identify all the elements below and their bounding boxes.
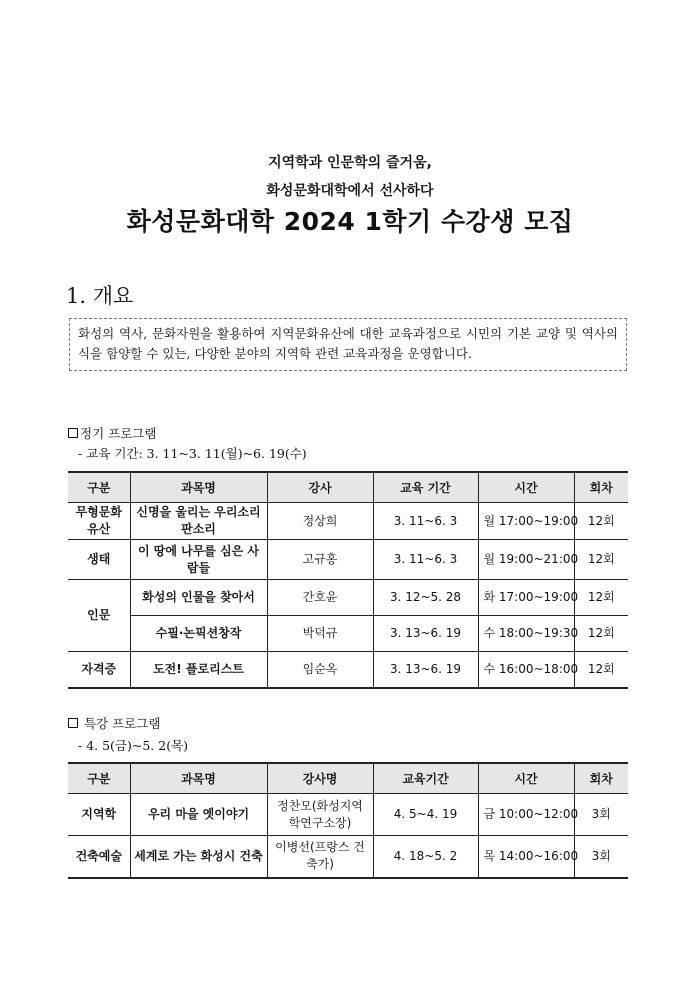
- cell-sessions: 3회: [574, 836, 628, 878]
- col-header-period: 교육기간: [373, 763, 478, 794]
- section-heading-overview: 1. 개요: [66, 284, 134, 308]
- table-row: [68, 580, 628, 616]
- col-header-subject: 과목명: [130, 472, 267, 503]
- cell-period: 3. 11~6. 3: [373, 503, 478, 540]
- table-row: [68, 836, 628, 878]
- cell-subject: 수필·논픽션창작: [130, 616, 267, 652]
- cell-instructor: 정찬모(화성지역 학연구소장): [267, 794, 373, 836]
- col-header-category: 구분: [68, 472, 130, 503]
- cell-category: 무형문화 유산: [68, 503, 130, 540]
- col-header-time: 시간: [478, 763, 574, 794]
- cell-period: 3. 11~6. 3: [373, 540, 478, 580]
- cell-time: 수 18:00~19:30: [478, 616, 574, 652]
- cell-category: 생태: [68, 540, 130, 580]
- cell-subject: 화성의 인물을 찾아서: [130, 580, 267, 616]
- cell-category: 인문: [68, 580, 130, 652]
- cell-time: 금 10:00~12:00: [478, 794, 574, 836]
- table-header-row: [68, 763, 628, 794]
- cell-period: 3. 12~5. 28: [373, 580, 478, 616]
- subtitle-line-1: 지역학과 인문학의 즐거움,: [268, 155, 432, 171]
- col-header-period: 교육 기간: [373, 472, 478, 503]
- table-row: [68, 540, 628, 580]
- special-program-title: 특강 프로그램: [83, 716, 161, 731]
- page-title: 화성문화대학 2024 1학기 수강생 모집: [126, 207, 574, 236]
- col-header-instructor: 강사: [267, 472, 373, 503]
- cell-subject: 도전! 플로리스트: [130, 652, 267, 688]
- cell-subject: 우리 마을 옛이야기: [130, 794, 267, 836]
- col-header-category: 구분: [68, 763, 130, 794]
- col-header-sessions: 회차: [574, 763, 628, 794]
- checkbox-square-icon: [68, 428, 78, 438]
- overview-box: 화성의 역사, 문화자원을 활용하여 지역문화유산에 대한 교육과정으로 시민의 기본 교양 및 역사의식을 함양할 수 있는, 다양한 분야의 지역학 관련 교육과정을 운영합니다.: [69, 318, 627, 371]
- col-header-subject: 과목명: [130, 763, 267, 794]
- col-header-instructor: 강사명: [267, 763, 373, 794]
- cell-instructor: 임순옥: [267, 652, 373, 688]
- cell-instructor: 이병선(프랑스 건축가): [267, 836, 373, 878]
- checkbox-square-icon: [68, 718, 78, 728]
- cell-sessions: 12회: [574, 616, 628, 652]
- col-header-time: 시간: [478, 472, 574, 503]
- cell-time: 화 17:00~19:00: [478, 580, 574, 616]
- table-row: [68, 503, 628, 540]
- regular-program-period: - 교육 기간: 3. 11~3. 11(월)~6. 19(수): [78, 446, 307, 461]
- cell-instructor: 박덕규: [267, 616, 373, 652]
- table-header-row: [68, 472, 628, 503]
- cell-period: 4. 5~4. 19: [373, 794, 478, 836]
- cell-sessions: 12회: [574, 540, 628, 580]
- regular-program-table: [68, 471, 628, 689]
- cell-sessions: 12회: [574, 580, 628, 616]
- cell-time: 월 17:00~19:00: [478, 503, 574, 540]
- col-header-sessions: 회차: [574, 472, 628, 503]
- cell-period: 4. 18~5. 2: [373, 836, 478, 878]
- cell-period: 3. 13~6. 19: [373, 616, 478, 652]
- cell-sessions: 12회: [574, 503, 628, 540]
- cell-time: 수 16:00~18:00: [478, 652, 574, 688]
- subtitle-line-2: 화성문화대학에서 선사하다: [266, 183, 434, 199]
- cell-instructor: 간호윤: [267, 580, 373, 616]
- cell-time: 월 19:00~21:00: [478, 540, 574, 580]
- cell-subject: 신명을 울리는 우리소리 판소리: [130, 503, 267, 540]
- cell-instructor: 정상희: [267, 503, 373, 540]
- cell-subject: 세계로 가는 화성시 건축: [130, 836, 267, 878]
- special-program-table: [68, 762, 628, 879]
- regular-program-label: [68, 424, 156, 442]
- cell-instructor: 고규홍: [267, 540, 373, 580]
- cell-category: 지역학: [68, 794, 130, 836]
- regular-program-title: 정기 프로그램: [80, 426, 157, 441]
- cell-category: 건축예술: [68, 836, 130, 878]
- table-row: [68, 616, 628, 652]
- table-row: [68, 652, 628, 688]
- cell-category: 자격증: [68, 652, 130, 688]
- cell-subject: 이 땅에 나무를 심은 사람들: [130, 540, 267, 580]
- cell-sessions: 3회: [574, 794, 628, 836]
- special-program-period: - 4. 5(금)~5. 2(목): [78, 738, 189, 753]
- cell-sessions: 12회: [574, 652, 628, 688]
- table-row: [68, 794, 628, 836]
- cell-time: 목 14:00~16:00: [478, 836, 574, 878]
- cell-period: 3. 13~6. 19: [373, 652, 478, 688]
- special-program-label: [68, 714, 160, 732]
